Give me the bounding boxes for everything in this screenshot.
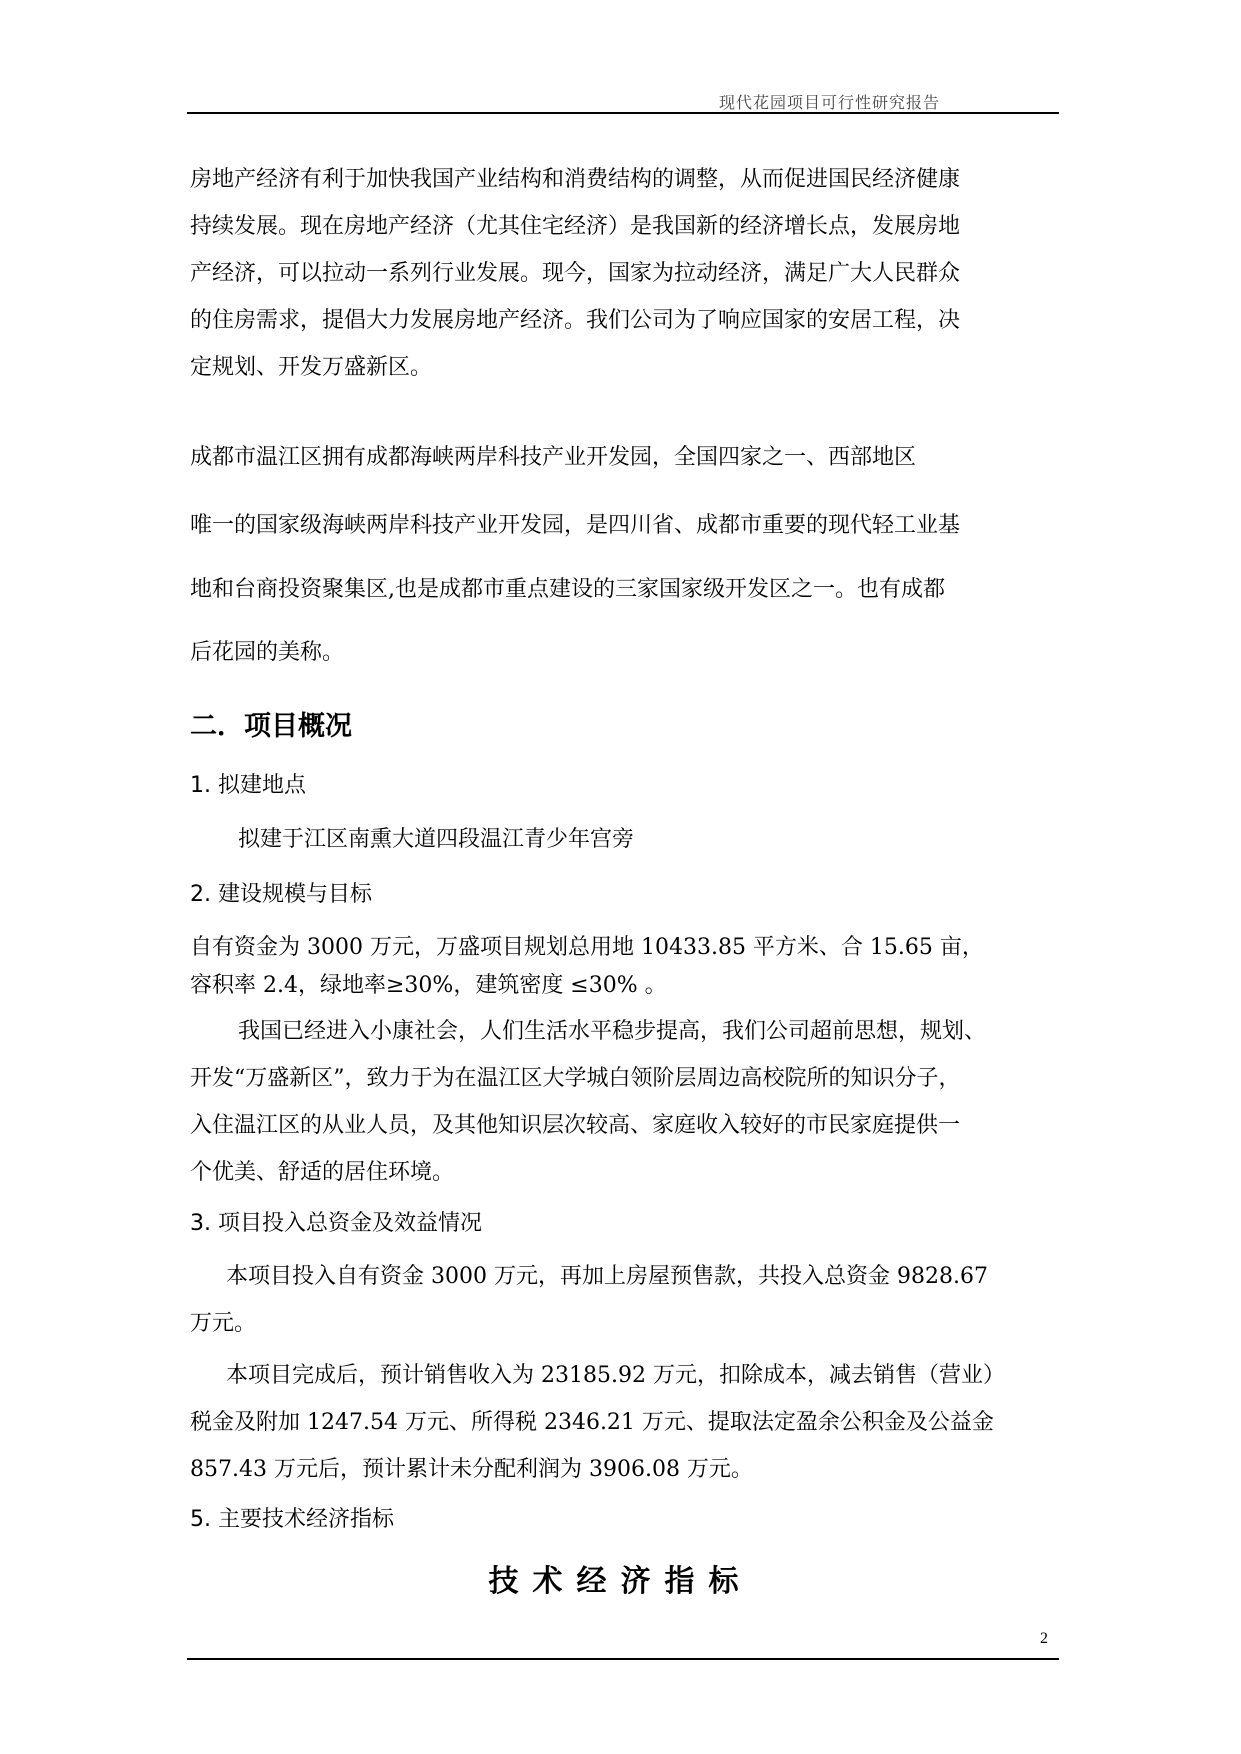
report-header-title: 现代花园项目可行性研究报告 bbox=[718, 93, 940, 112]
goal-line: 我国已经进入小康社会，人们生活水平稳步提高，我们公司超前思想，规划、 bbox=[238, 1019, 987, 1044]
goal-line: 入住温江区的从业人员，及其他知识层次较高、家庭收入较好的市民家庭提供一 bbox=[190, 1113, 961, 1138]
intro-line: 持续发展。现在房地产经济（尤其住宅经济）是我国新的经济增长点，发展房地 bbox=[190, 214, 961, 239]
benefit-line: 税金及附加 1247.54 万元、所得税 2346.21 万元、提取法定盈余公积金及公益金 bbox=[190, 1410, 994, 1435]
intro-line: 定规划、开发万盛新区。 bbox=[190, 355, 433, 380]
subheading-scale: 2. 建设规模与目标 bbox=[190, 882, 372, 907]
subheading-investment: 3. 项目投入总资金及效益情况 bbox=[190, 1211, 482, 1236]
subheading-location: 1. 拟建地点 bbox=[190, 773, 306, 798]
investment-line: 万元。 bbox=[190, 1311, 257, 1336]
section-title: 二．项目概况 bbox=[190, 711, 352, 742]
district-line: 成都市温江区拥有成都海峡两岸科技产业开发园，全国四家之一、西部地区 bbox=[190, 445, 917, 470]
district-line: 后花园的美称。 bbox=[190, 640, 345, 665]
benefit-line: 857.43 万元后，预计累计未分配利润为 3906.08 万元。 bbox=[190, 1457, 753, 1482]
district-line: 唯一的国家级海峡两岸科技产业开发园，是四川省、成都市重要的现代轻工业基 bbox=[190, 513, 961, 538]
goal-line: 个优美、舒适的居住环境。 bbox=[190, 1160, 455, 1185]
intro-line: 房地产经济有利于加快我国产业结构和消费结构的调整，从而促进国民经济健康 bbox=[190, 167, 961, 192]
intro-line: 产经济，可以拉动一系列行业发展。现今，国家为拉动经济，满足广大人民群众 bbox=[190, 261, 961, 286]
header-rule bbox=[187, 112, 1059, 114]
district-line: 地和台商投资聚集区,也是成都市重点建设的三家国家级开发区之一。也有成都 bbox=[190, 577, 945, 602]
page-number: 2 bbox=[1040, 1630, 1048, 1647]
goal-line: 开发“万盛新区”，致力于为在温江区大学城白领阶层周边高校院所的知识分子， bbox=[190, 1066, 961, 1091]
scale-line: 自有资金为 3000 万元，万盛项目规划总用地 10433.85 平方米、合 15.65 亩， bbox=[190, 935, 984, 960]
subheading-indicators: 5. 主要技术经济指标 bbox=[190, 1507, 394, 1532]
investment-line: 本项目投入自有资金 3000 万元，再加上房屋预售款，共投入总资金 9828.67 bbox=[226, 1264, 988, 1289]
intro-line: 的住房需求，提倡大力发展房地产经济。我们公司为了响应国家的安居工程，决 bbox=[190, 308, 961, 333]
location-text: 拟建于江区南熏大道四段温江青少年宫旁 bbox=[238, 827, 635, 852]
table-title: 技术经济指标 bbox=[488, 1564, 753, 1599]
footer-rule bbox=[187, 1658, 1059, 1660]
scale-line: 容积率 2.4，绿地率≥30%，建筑密度 ≤30% 。 bbox=[190, 973, 667, 998]
benefit-line: 本项目完成后，预计销售收入为 23185.92 万元，扣除成本，减去销售（营业） bbox=[226, 1363, 1005, 1388]
